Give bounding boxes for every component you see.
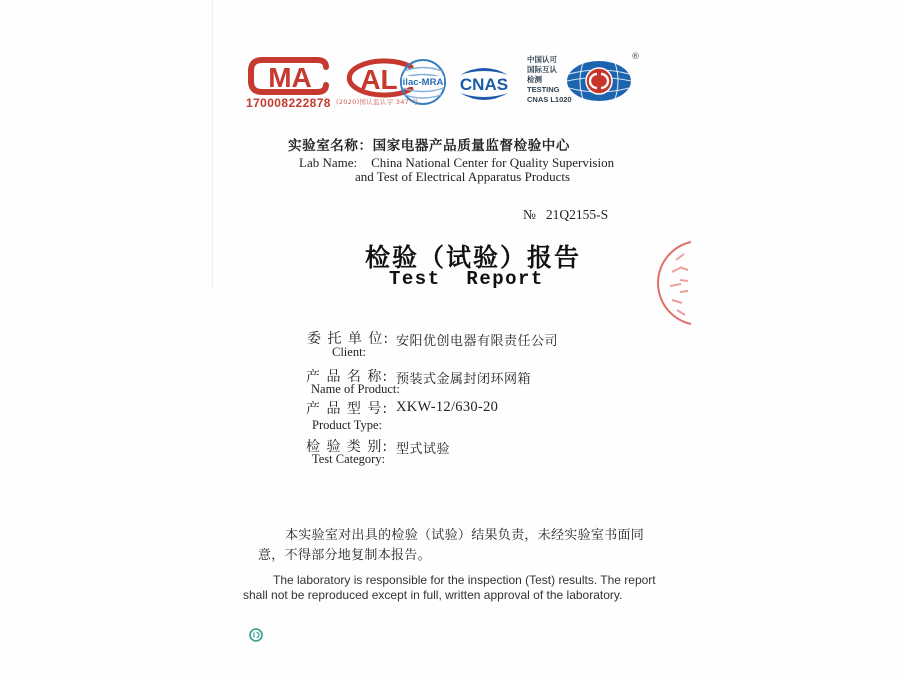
cnas-text-line: 中国认可 (527, 55, 557, 64)
product-type-label-zh: 产 品 型 号: (306, 401, 389, 417)
red-seal-marks (662, 248, 691, 320)
cnas-text-line: TESTING (527, 85, 560, 94)
cnas-text-line: 检测 (527, 75, 542, 84)
statement-en: The laboratory is responsible for the inspection (Test) results. The report shall not be reproduced except in full, written approval of the laboratory. (243, 573, 656, 602)
statement-zh: 本实验室对出具的检验（试验）结果负责，未经实验室书面同意，不得部分地复制本报告。 (258, 528, 645, 563)
red-seal-stamp (654, 234, 691, 332)
client-label-zh: 委 托 单 位: (307, 331, 390, 347)
registered-trademark-icon: ® (631, 52, 640, 62)
lab-name-zh: 实验室名称：国家电器产品质量监督检验中心 (288, 138, 570, 154)
client-value: 安阳优创电器有限责任公司 (396, 334, 559, 349)
svg-text:AL: AL (360, 64, 398, 95)
test-category-value: 型式试验 (396, 442, 451, 457)
report-number-label: № (523, 207, 536, 222)
report-number (523, 207, 608, 223)
green-seal-icon (249, 628, 263, 642)
svg-text:ilac-MRA: ilac-MRA (402, 77, 444, 88)
product-type-label-en: Product Type: (312, 418, 383, 432)
cnas-text-line: CNAS L1020 (527, 95, 572, 104)
lab-name-en-text: China National Center for Quality Supervision (371, 155, 615, 170)
report-number-value: 21Q2155-S (545, 207, 609, 222)
svg-text:CNAS: CNAS (459, 75, 509, 94)
product-name-label-en: Name of Product: (311, 382, 400, 396)
quality-mark-globe-logo-icon (565, 58, 635, 109)
client-label-en: Client: (332, 345, 367, 359)
cnas-text-line: 国际互认 (527, 65, 557, 74)
cnas-logo-icon (454, 63, 514, 108)
lab-name-en-line2: and Test of Electrical Apparatus Products (355, 169, 571, 184)
scan-page-edge (212, 0, 213, 290)
cma-certificate-number: 170008222878 (246, 96, 331, 110)
lab-name-en-label: Lab Name: (299, 155, 358, 170)
report-title-en: Test Report (389, 268, 544, 290)
ilac-mra-logo-icon (399, 58, 447, 111)
product-type-value: XKW-12/630-20 (396, 399, 499, 415)
svg-text:MA: MA (268, 62, 312, 93)
product-name-value: 预装式金属封闭环网箱 (396, 372, 532, 387)
product-name-label-zh: 产 品 名 称: (306, 369, 389, 385)
cal-certificate-caption: (2020)国认监认字 347 号 (336, 98, 419, 106)
report-title-zh: 检验（试验）报告 (365, 243, 582, 272)
test-category-label-zh: 检 验 类 别: (306, 439, 389, 455)
test-category-label-en: Test Category: (312, 452, 386, 466)
cma-logo-icon (247, 56, 337, 101)
